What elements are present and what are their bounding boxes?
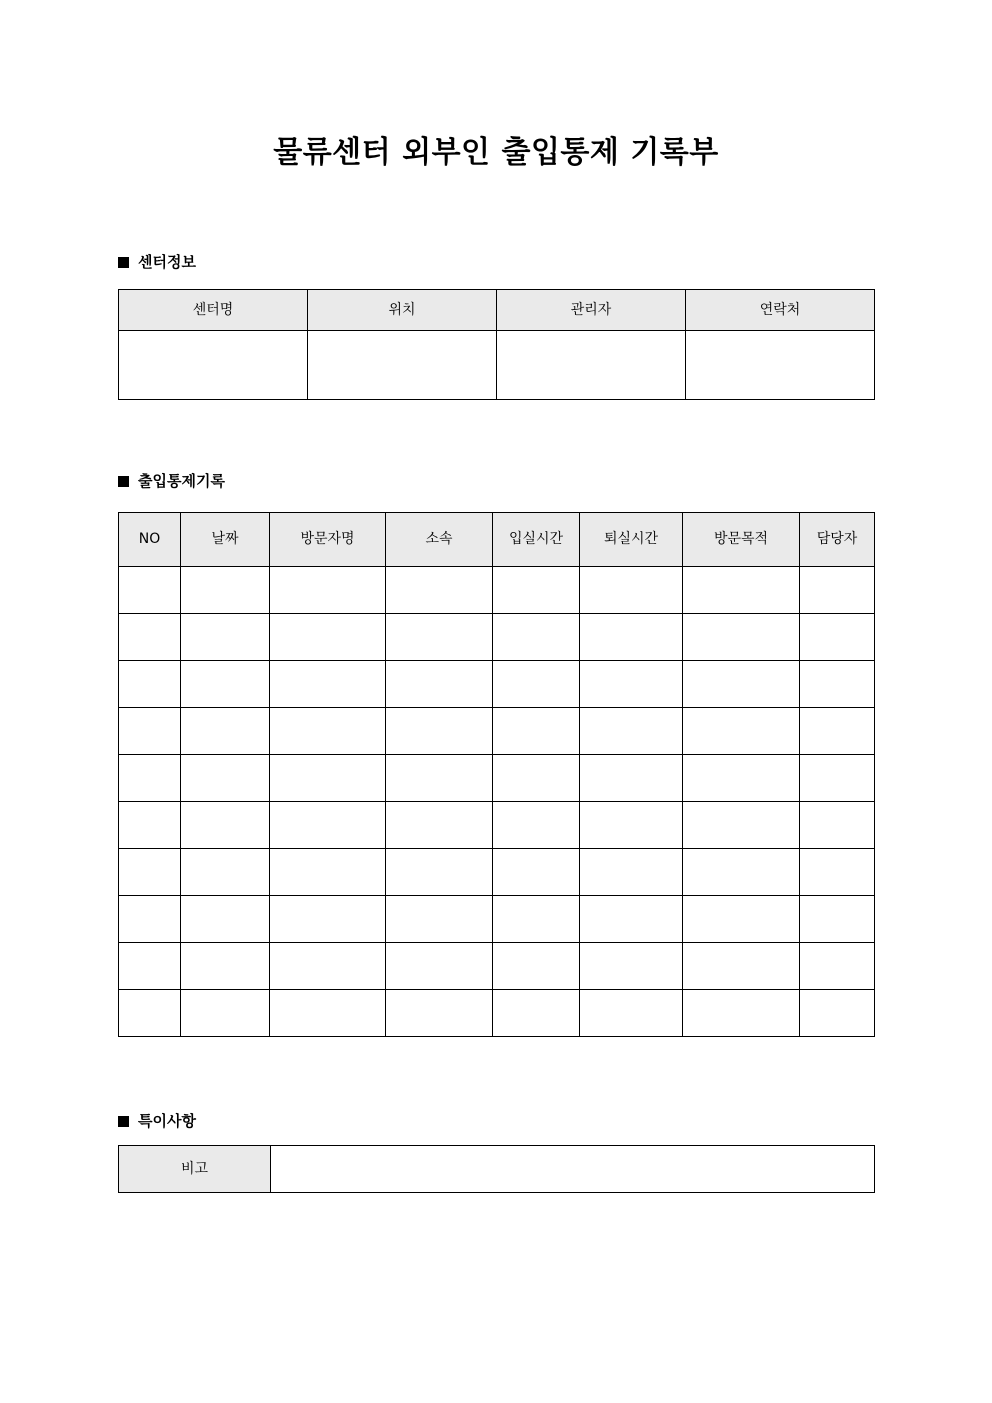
cell-person-in-charge[interactable]: [800, 896, 875, 943]
column-header-visit-purpose: 방문목적: [683, 513, 800, 567]
cell-no[interactable]: [119, 755, 181, 802]
cell-affiliation[interactable]: [386, 990, 493, 1037]
cell-affiliation[interactable]: [386, 896, 493, 943]
cell-person-in-charge[interactable]: [800, 567, 875, 614]
cell-date[interactable]: [181, 802, 270, 849]
cell-visit-purpose[interactable]: [683, 567, 800, 614]
section-heading-access-log-label: 출입통제기록: [138, 472, 225, 490]
cell-no[interactable]: [119, 614, 181, 661]
section-heading-remarks: [118, 1111, 196, 1131]
cell-visit-purpose[interactable]: [683, 802, 800, 849]
cell-entry-time[interactable]: [493, 567, 580, 614]
cell-no[interactable]: [119, 661, 181, 708]
cell-person-in-charge[interactable]: [800, 943, 875, 990]
cell-date[interactable]: [181, 614, 270, 661]
column-header-entry-time: 입실시간: [493, 513, 580, 567]
cell-person-in-charge[interactable]: [800, 990, 875, 1037]
column-header-affiliation: 소속: [386, 513, 493, 567]
section-heading-access-log: [118, 471, 225, 491]
cell-visitor-name[interactable]: [270, 708, 386, 755]
column-header-contact: 연락처: [686, 290, 875, 331]
column-header-visitor-name: 방문자명: [270, 513, 386, 567]
cell-visit-purpose[interactable]: [683, 614, 800, 661]
cell-affiliation[interactable]: [386, 614, 493, 661]
cell-entry-time[interactable]: [493, 708, 580, 755]
cell-exit-time[interactable]: [580, 708, 683, 755]
cell-visit-purpose[interactable]: [683, 708, 800, 755]
cell-remark-value[interactable]: [271, 1146, 875, 1193]
column-header-location: 위치: [308, 290, 497, 331]
column-header-person-in-charge: 담당자: [800, 513, 875, 567]
column-header-no: NO: [119, 513, 181, 567]
cell-person-in-charge[interactable]: [800, 802, 875, 849]
cell-no[interactable]: [119, 990, 181, 1037]
cell-date[interactable]: [181, 661, 270, 708]
cell-visitor-name[interactable]: [270, 849, 386, 896]
table-row: [119, 614, 875, 661]
cell-exit-time[interactable]: [580, 943, 683, 990]
cell-date[interactable]: [181, 755, 270, 802]
cell-no[interactable]: [119, 802, 181, 849]
cell-affiliation[interactable]: [386, 708, 493, 755]
cell-entry-time[interactable]: [493, 661, 580, 708]
cell-entry-time[interactable]: [493, 849, 580, 896]
section-heading-remarks-label: 특이사항: [138, 1112, 196, 1130]
cell-visit-purpose[interactable]: [683, 943, 800, 990]
cell-entry-time[interactable]: [493, 896, 580, 943]
cell-affiliation[interactable]: [386, 849, 493, 896]
cell-visitor-name[interactable]: [270, 567, 386, 614]
cell-visit-purpose[interactable]: [683, 849, 800, 896]
cell-person-in-charge[interactable]: [800, 661, 875, 708]
row-header-remark-label: 비고: [119, 1146, 271, 1193]
table-row: [119, 708, 875, 755]
cell-exit-time[interactable]: [580, 802, 683, 849]
cell-exit-time[interactable]: [580, 849, 683, 896]
cell-affiliation[interactable]: [386, 661, 493, 708]
cell-visitor-name[interactable]: [270, 661, 386, 708]
cell-entry-time[interactable]: [493, 990, 580, 1037]
cell-exit-time[interactable]: [580, 661, 683, 708]
cell-visit-purpose[interactable]: [683, 990, 800, 1037]
cell-exit-time[interactable]: [580, 755, 683, 802]
cell-visitor-name[interactable]: [270, 990, 386, 1037]
column-header-manager: 관리자: [497, 290, 686, 331]
cell-person-in-charge[interactable]: [800, 614, 875, 661]
cell-no[interactable]: [119, 708, 181, 755]
cell-exit-time[interactable]: [580, 567, 683, 614]
cell-affiliation[interactable]: [386, 567, 493, 614]
column-header-exit-time: 퇴실시간: [580, 513, 683, 567]
page-title: 물류센터 외부인 출입통제 기록부: [273, 135, 719, 170]
cell-affiliation[interactable]: [386, 802, 493, 849]
cell-person-in-charge[interactable]: [800, 708, 875, 755]
table-header-row: [119, 513, 875, 567]
table-row: [119, 802, 875, 849]
cell-entry-time[interactable]: [493, 943, 580, 990]
square-bullet-icon: [118, 1116, 129, 1127]
cell-visitor-name[interactable]: [270, 802, 386, 849]
cell-date[interactable]: [181, 990, 270, 1037]
section-heading-center-info: [118, 252, 196, 272]
table-row: [119, 849, 875, 896]
cell-date[interactable]: [181, 896, 270, 943]
cell-visitor-name[interactable]: [270, 614, 386, 661]
cell-location[interactable]: [308, 331, 497, 400]
cell-manager[interactable]: [497, 331, 686, 400]
section-heading-center-info-label: 센터정보: [138, 253, 196, 271]
cell-entry-time[interactable]: [493, 802, 580, 849]
cell-center-name[interactable]: [119, 331, 308, 400]
square-bullet-icon: [118, 476, 129, 487]
cell-no[interactable]: [119, 567, 181, 614]
cell-entry-time[interactable]: [493, 755, 580, 802]
cell-date[interactable]: [181, 943, 270, 990]
cell-contact[interactable]: [686, 331, 875, 400]
table-header-row: [119, 290, 875, 331]
table-row: [119, 567, 875, 614]
cell-visitor-name[interactable]: [270, 943, 386, 990]
table-row: [119, 943, 875, 990]
cell-affiliation[interactable]: [386, 943, 493, 990]
cell-no[interactable]: [119, 896, 181, 943]
remarks-table: [118, 1145, 875, 1193]
cell-entry-time[interactable]: [493, 614, 580, 661]
column-header-center-name: 센터명: [119, 290, 308, 331]
cell-no[interactable]: [119, 943, 181, 990]
table-row: [119, 661, 875, 708]
cell-person-in-charge[interactable]: [800, 849, 875, 896]
cell-visit-purpose[interactable]: [683, 896, 800, 943]
cell-person-in-charge[interactable]: [800, 755, 875, 802]
cell-exit-time[interactable]: [580, 990, 683, 1037]
cell-date[interactable]: [181, 567, 270, 614]
cell-visit-purpose[interactable]: [683, 661, 800, 708]
cell-no[interactable]: [119, 849, 181, 896]
table-row: [119, 331, 875, 400]
column-header-date: 날짜: [181, 513, 270, 567]
cell-visitor-name[interactable]: [270, 896, 386, 943]
access-log-table: [118, 512, 875, 1037]
square-bullet-icon: [118, 257, 129, 268]
cell-date[interactable]: [181, 708, 270, 755]
cell-exit-time[interactable]: [580, 614, 683, 661]
cell-visitor-name[interactable]: [270, 755, 386, 802]
table-row: [119, 1146, 875, 1193]
table-row: [119, 896, 875, 943]
table-row: [119, 755, 875, 802]
cell-date[interactable]: [181, 849, 270, 896]
table-row: [119, 990, 875, 1037]
center-info-table: [118, 289, 875, 400]
cell-affiliation[interactable]: [386, 755, 493, 802]
cell-visit-purpose[interactable]: [683, 755, 800, 802]
cell-exit-time[interactable]: [580, 896, 683, 943]
